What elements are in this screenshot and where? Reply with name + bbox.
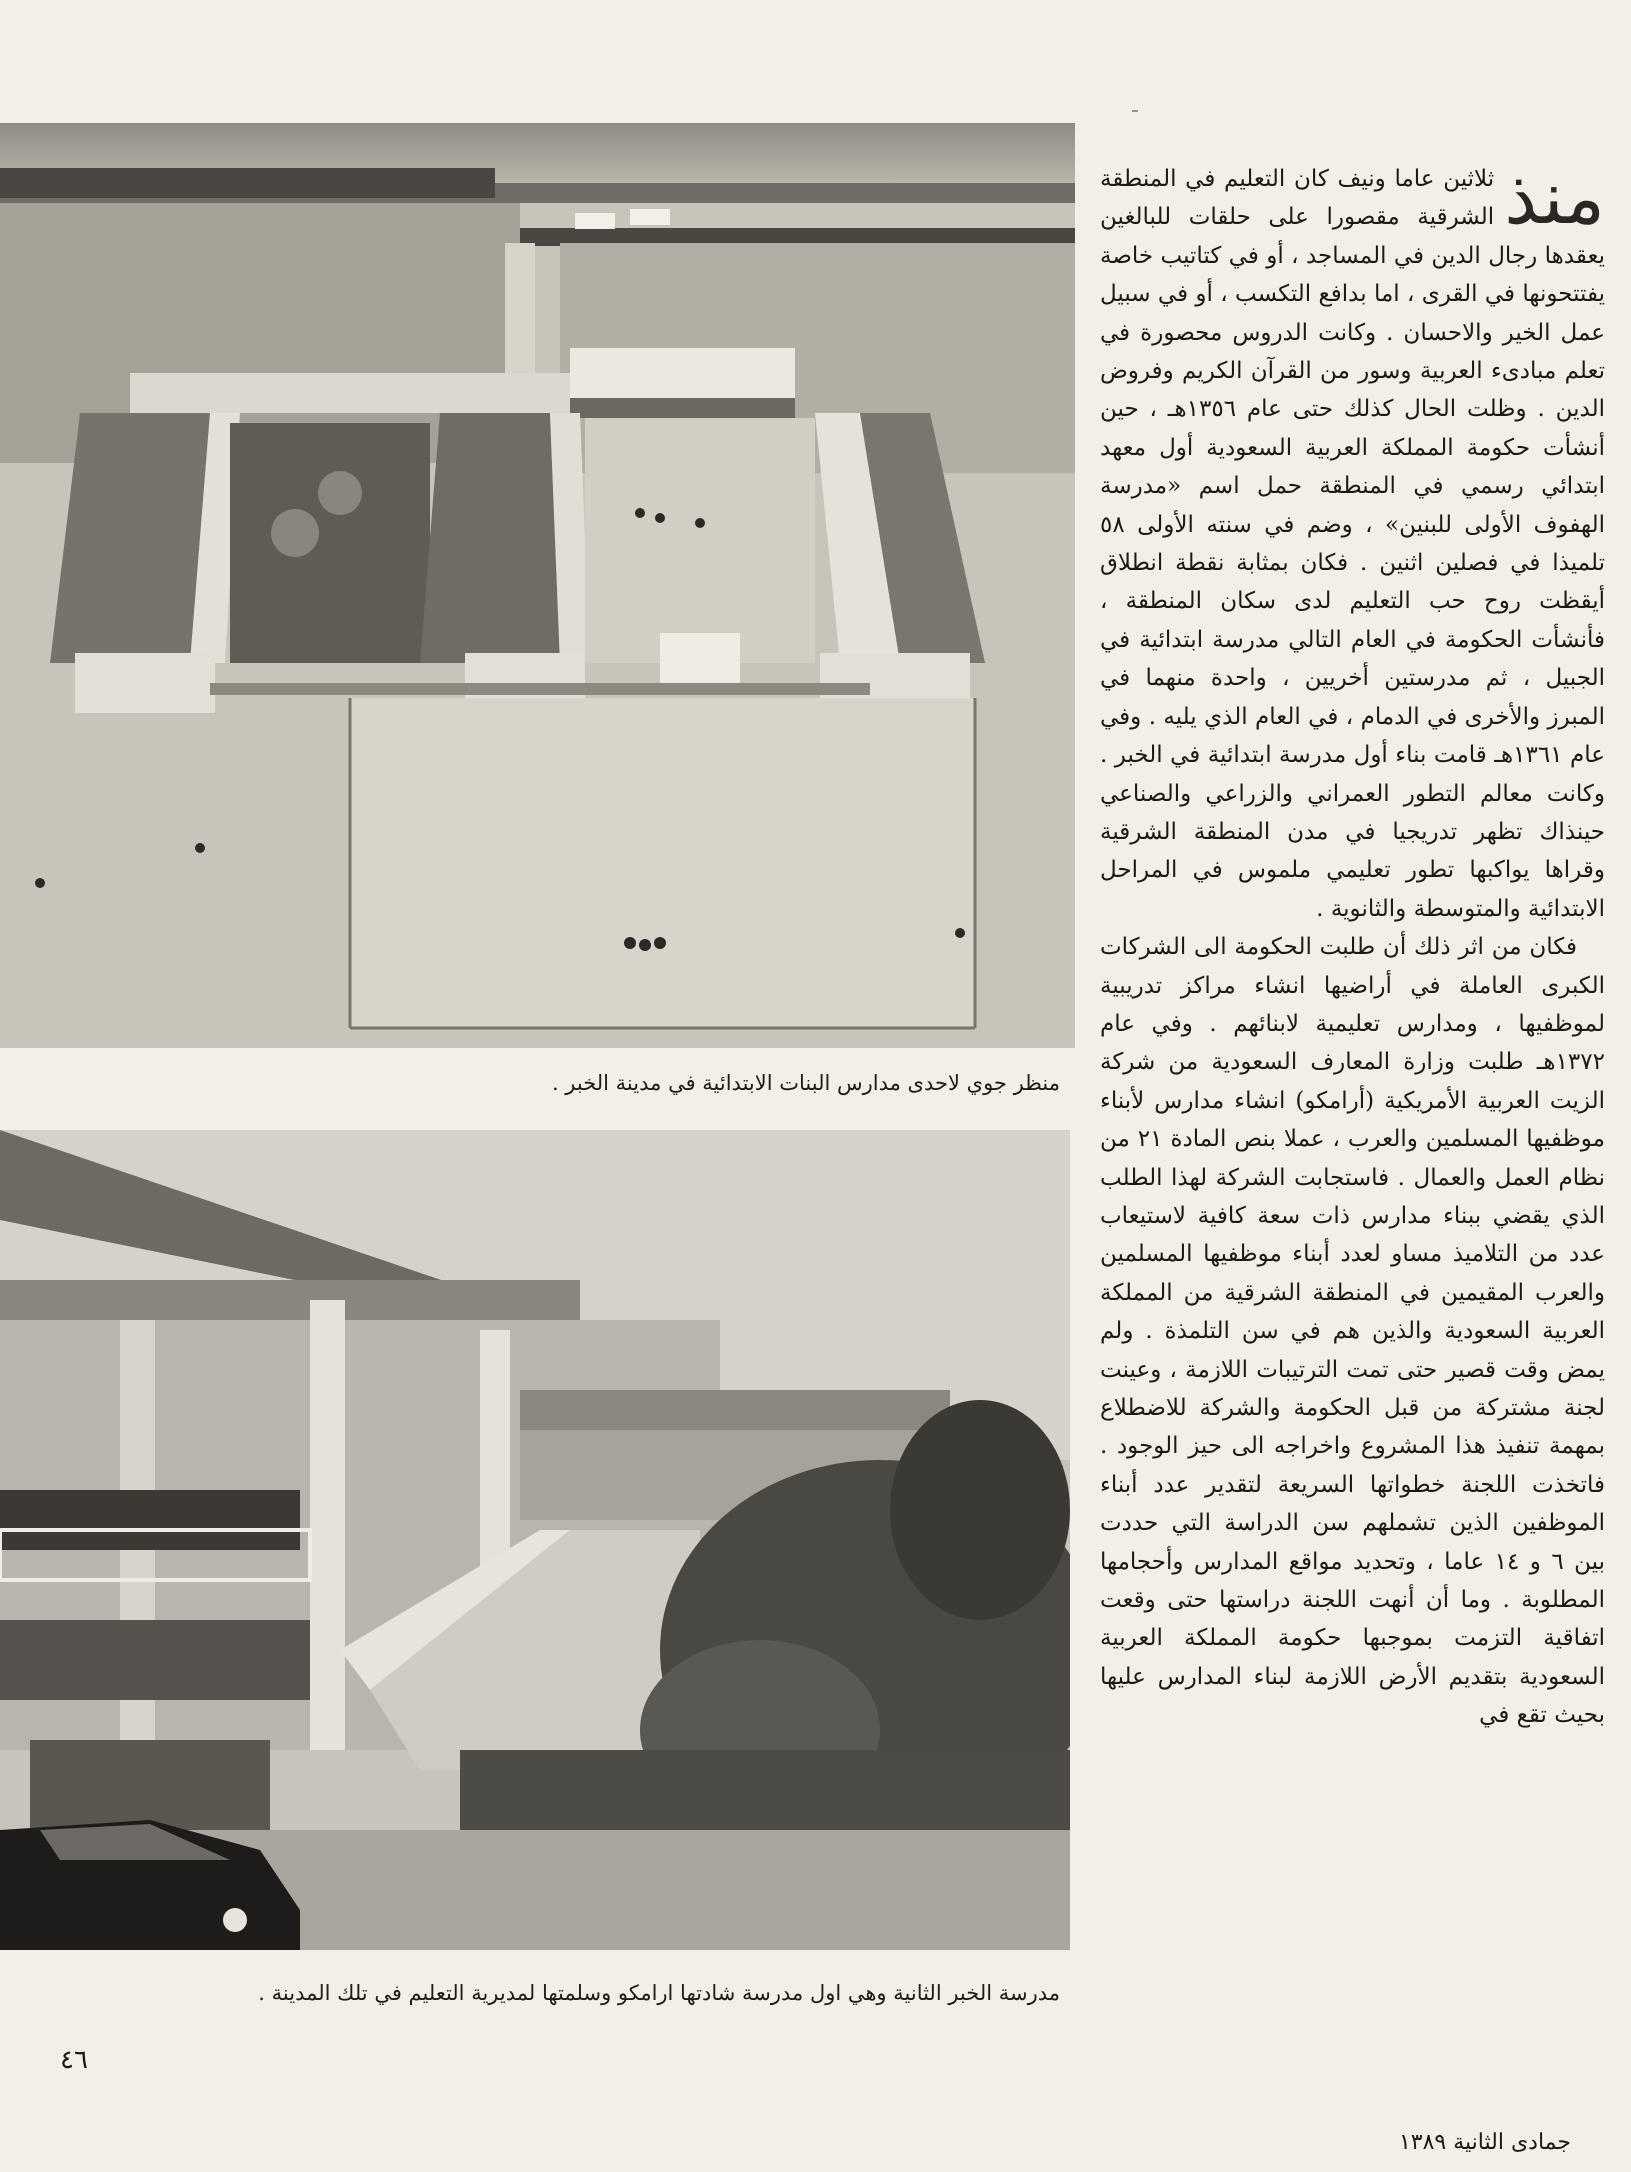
khobar-school-photo <box>0 1130 1070 1950</box>
print-mark <box>1132 110 1138 112</box>
aerial-photo-caption: منظر جوي لاحدى مدارس البنات الابتدائية في مدينة الخبر . <box>551 1071 1060 1095</box>
article-paragraph-1 <box>1100 155 1605 928</box>
aerial-school-photo <box>0 123 1075 1048</box>
article-body <box>1100 155 1606 1735</box>
drop-cap: منذ <box>1504 155 1605 241</box>
issue-date: جمادى الثانية ١٣٨٩ <box>1398 2130 1571 2155</box>
article-paragraph-2: فكان من اثر ذلك أن طلبت الحكومة الى الشركات الكبرى العاملة في أراضيها انشاء مراكز تدريبية لموظفيها ، ومدارس تعليمية لابنائهم . وفي عام ١٣٧٢هـ طلبت وزارة المعارف السعودية من شركة الزيت العربية الأمريكية (أرامكو) انشاء مدارس لأبناء موظفيها المسلمين والعرب ، عملا بنص المادة ٢١ من نظام العمل والعمال . فاستجابت الشركة لهذا الطلب الذي يقضي ببناء مدارس ذات سعة كافية لاستيعاب عدد من التلاميذ مساو لعدد أبناء موظفيها المسلمين والعرب المقيمين في المنطقة الشرقية من المملكة العربية السعودية والذين هم في سن التلمذة . ولم يمض وقت قصير حتى تمت الترتيبات اللازمة ، وعينت لجنة مشتركة من قبل الحكومة والشركة للاضطلاع بمهمة تنفيذ هذا المشروع واخراجه الى حيز الوجود . فاتخذت اللجنة خطواتها السريعة لتقدير عدد أبناء الموظفين الذين تشملهم سن الدراسة التي حددت بين ٦ و ١٤ عاما ، وتحديد مواقع المدارس وأحجامها المطلوبة . وما أن أنهت اللجنة دراستها حتى وقعت اتفاقية التزمت بموجبها حكومة المملكة العربية السعودية بتقديم الأرض اللازمة لبناء المدارس عليها بحيث تقع في <box>1100 934 1606 1729</box>
page-number: ٤٦ <box>60 2045 88 2075</box>
paragraph-1-text: ثلاثين عاما ونيف كان التعليم في المنطقة الشرقية مقصورا على حلقات للبالغين يعقدها رجال الدين في المساجد ، أو في كتاتيب خاصة يفتتحونها في القرى ، اما بدافع التكسب ، أو في سبيل عمل الخير والاحسان . وكانت الدروس محصورة في تعلم مبادىء العربية وسور من القرآن الكريم وفروض الدين . وظلت الحال كذلك حتى عام ١٣٥٦هـ ، حين أنشأت حكومة المملكة العربية السعودية أول معهد ابتدائي رسمي في المنطقة حمل اسم «مدرسة الهفوف الأولى للبنين» ، وضم في سنته الأولى ٥٨ تلميذا في فصلين اثنين . فكان بمثابة نقطة انطلاق أيقظت روح حب التعليم لدى سكان المنطقة ، فأنشأت الحكومة في العام التالي مدرسة ابتدائية في الجبيل ، ثم مدرستين أخريين ، واحدة منهما في المبرز والأخرى في الدمام ، في العام الذي يليه . وفي عام ١٣٦١هـ قامت بناء أول مدرسة ابتدائية في الخبر . وكانت معالم التطور العمراني والزراعي والصناعي حينذاك تظهر تدريجيا في مدن المنطقة الشرقية وقراها يواكبها تطور تعليمي ملموس في المراحل الابتدائية والمتوسطة والثانوية . <box>1100 166 1605 922</box>
school-photo-caption: مدرسة الخبر الثانية وهي اول مدرسة شادتها ارامكو وسلمتها لمديرية التعليم في تلك المدينة . <box>258 1981 1060 2005</box>
